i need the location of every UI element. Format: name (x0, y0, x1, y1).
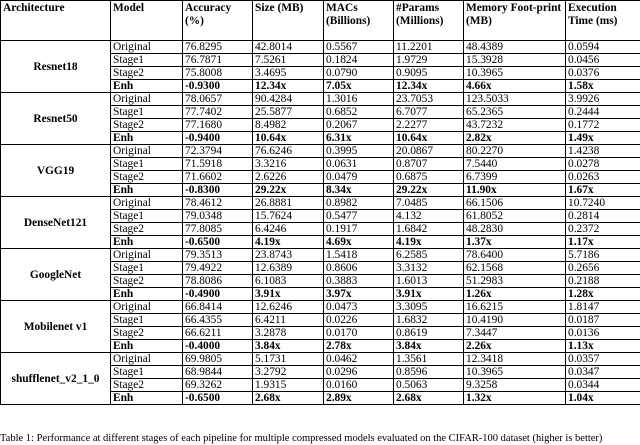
header-memory: Memory Foot-print (MB) (464, 1, 566, 41)
model-cell: Original (111, 249, 183, 262)
memory-cell: 7.5440 (464, 158, 566, 171)
accuracy-cell: 72.3794 (183, 145, 253, 158)
table-caption: Table 1: Performance at different stages of each pipeline for multiple compressed models evaluated on the CIFAR-100 dataset (higher is better) (0, 433, 603, 444)
model-cell: Stage1 (111, 366, 183, 379)
exec-time-cell: 1.4238 (566, 145, 640, 158)
params-cell: 4.19x (394, 236, 464, 249)
size-cell: 12.6389 (253, 262, 324, 275)
exec-time-cell: 0.0136 (566, 327, 640, 340)
memory-cell: 61.8052 (464, 210, 566, 223)
model-cell: Stage2 (111, 119, 183, 132)
model-cell: Stage1 (111, 54, 183, 67)
macs-cell: 0.0170 (324, 327, 394, 340)
macs-cell: 0.0473 (324, 301, 394, 314)
size-cell: 90.4284 (253, 93, 324, 106)
exec-time-cell: 1.28x (566, 288, 640, 301)
macs-cell: 8.34x (324, 184, 394, 197)
accuracy-cell: 77.1680 (183, 119, 253, 132)
memory-cell: 7.3447 (464, 327, 566, 340)
exec-time-cell: 1.04x (566, 392, 640, 405)
table-body (1, 41, 640, 405)
accuracy-cell: 77.7402 (183, 106, 253, 119)
size-cell: 2.68x (253, 392, 324, 405)
accuracy-cell: 78.4612 (183, 197, 253, 210)
params-cell: 2.68x (394, 392, 464, 405)
memory-cell: 10.3965 (464, 67, 566, 80)
memory-cell: 48.2830 (464, 223, 566, 236)
macs-cell: 0.0296 (324, 366, 394, 379)
model-cell: Enh (111, 236, 183, 249)
memory-cell: 80.2270 (464, 145, 566, 158)
accuracy-cell: -0.9400 (183, 132, 253, 145)
memory-cell: 1.26x (464, 288, 566, 301)
size-cell: 3.91x (253, 288, 324, 301)
model-cell: Stage2 (111, 223, 183, 236)
exec-time-cell: 0.2814 (566, 210, 640, 223)
macs-cell: 0.5477 (324, 210, 394, 223)
macs-cell: 2.89x (324, 392, 394, 405)
model-cell: Enh (111, 184, 183, 197)
size-cell: 25.5877 (253, 106, 324, 119)
model-cell: Stage1 (111, 314, 183, 327)
table-row (1, 249, 640, 262)
exec-time-cell: 0.2444 (566, 106, 640, 119)
params-cell: 1.6832 (394, 314, 464, 327)
size-cell: 3.4695 (253, 67, 324, 80)
accuracy-cell: 75.8008 (183, 67, 253, 80)
exec-time-cell: 0.0347 (566, 366, 640, 379)
size-cell: 6.4246 (253, 223, 324, 236)
accuracy-cell: 66.4355 (183, 314, 253, 327)
macs-cell: 0.3995 (324, 145, 394, 158)
exec-time-cell: 0.1772 (566, 119, 640, 132)
params-cell: 10.64x (394, 132, 464, 145)
exec-time-cell: 1.17x (566, 236, 640, 249)
model-cell: Original (111, 145, 183, 158)
memory-cell: 2.26x (464, 340, 566, 353)
accuracy-cell: 78.8086 (183, 275, 253, 288)
macs-cell: 0.0479 (324, 171, 394, 184)
memory-cell: 10.4190 (464, 314, 566, 327)
size-cell: 12.34x (253, 80, 324, 93)
accuracy-cell: 76.7871 (183, 54, 253, 67)
header-exec-time: Execution Time (ms) (566, 1, 640, 41)
exec-time-cell: 0.2372 (566, 223, 640, 236)
size-cell: 26.8881 (253, 197, 324, 210)
memory-cell: 2.82x (464, 132, 566, 145)
macs-cell: 0.8606 (324, 262, 394, 275)
params-cell: 3.3095 (394, 301, 464, 314)
macs-cell: 0.8982 (324, 197, 394, 210)
params-cell: 7.0485 (394, 197, 464, 210)
model-cell: Stage2 (111, 275, 183, 288)
memory-cell: 43.7232 (464, 119, 566, 132)
macs-cell: 0.0790 (324, 67, 394, 80)
exec-time-cell: 3.9926 (566, 93, 640, 106)
accuracy-cell: 69.9805 (183, 353, 253, 366)
model-cell: Stage2 (111, 379, 183, 392)
memory-cell: 4.66x (464, 80, 566, 93)
macs-cell: 0.0226 (324, 314, 394, 327)
params-cell: 6.2585 (394, 249, 464, 262)
memory-cell: 16.6215 (464, 301, 566, 314)
header-accuracy: Accuracy (%) (183, 1, 253, 41)
params-cell: 12.34x (394, 80, 464, 93)
model-cell: Stage2 (111, 327, 183, 340)
params-cell: 29.22x (394, 184, 464, 197)
macs-cell: 0.0462 (324, 353, 394, 366)
model-cell: Original (111, 41, 183, 54)
exec-time-cell: 0.0263 (566, 171, 640, 184)
params-cell: 1.3561 (394, 353, 464, 366)
exec-time-cell: 0.0357 (566, 353, 640, 366)
macs-cell: 0.1824 (324, 54, 394, 67)
memory-cell: 62.1568 (464, 262, 566, 275)
model-cell: Stage1 (111, 158, 183, 171)
table-row (1, 197, 640, 210)
size-cell: 6.4211 (253, 314, 324, 327)
size-cell: 42.8014 (253, 41, 324, 54)
params-cell: 1.6013 (394, 275, 464, 288)
table-row (1, 41, 640, 54)
exec-time-cell: 0.2188 (566, 275, 640, 288)
memory-cell: 65.2365 (464, 106, 566, 119)
accuracy-cell: 79.0348 (183, 210, 253, 223)
size-cell: 29.22x (253, 184, 324, 197)
accuracy-cell: 71.6602 (183, 171, 253, 184)
macs-cell: 0.1917 (324, 223, 394, 236)
size-cell: 2.6226 (253, 171, 324, 184)
accuracy-cell: 66.8414 (183, 301, 253, 314)
architecture-cell: GoogleNet (1, 249, 111, 301)
table-row (1, 301, 640, 314)
architecture-cell: Resnet50 (1, 93, 111, 145)
exec-time-cell: 0.0376 (566, 67, 640, 80)
size-cell: 1.9315 (253, 379, 324, 392)
architecture-cell: DenseNet121 (1, 197, 111, 249)
macs-cell: 2.78x (324, 340, 394, 353)
architecture-cell: shufflenet_v2_1_0 (1, 353, 111, 405)
table-row (1, 93, 640, 106)
params-cell: 3.91x (394, 288, 464, 301)
accuracy-cell: 76.8295 (183, 41, 253, 54)
model-cell: Enh (111, 80, 183, 93)
accuracy-cell: -0.4000 (183, 340, 253, 353)
memory-cell: 10.3965 (464, 366, 566, 379)
params-cell: 0.5063 (394, 379, 464, 392)
exec-time-cell: 10.7240 (566, 197, 640, 210)
exec-time-cell: 0.0278 (566, 158, 640, 171)
model-cell: Stage2 (111, 67, 183, 80)
memory-cell: 51.2983 (464, 275, 566, 288)
memory-cell: 6.7399 (464, 171, 566, 184)
size-cell: 5.1731 (253, 353, 324, 366)
accuracy-cell: -0.8300 (183, 184, 253, 197)
params-cell: 11.2201 (394, 41, 464, 54)
memory-cell: 1.32x (464, 392, 566, 405)
params-cell: 23.7053 (394, 93, 464, 106)
memory-cell: 78.6400 (464, 249, 566, 262)
memory-cell: 12.3418 (464, 353, 566, 366)
size-cell: 6.1083 (253, 275, 324, 288)
macs-cell: 1.3016 (324, 93, 394, 106)
memory-cell: 11.90x (464, 184, 566, 197)
header-model: Model (111, 1, 183, 41)
macs-cell: 3.97x (324, 288, 394, 301)
size-cell: 3.2792 (253, 366, 324, 379)
size-cell: 3.3216 (253, 158, 324, 171)
params-cell: 1.9729 (394, 54, 464, 67)
size-cell: 7.5261 (253, 54, 324, 67)
model-cell: Original (111, 197, 183, 210)
exec-time-cell: 0.0594 (566, 41, 640, 54)
header-size: Size (MB) (253, 1, 324, 41)
exec-time-cell: 0.0344 (566, 379, 640, 392)
macs-cell: 0.5567 (324, 41, 394, 54)
accuracy-cell: 68.9844 (183, 366, 253, 379)
accuracy-cell: 71.5918 (183, 158, 253, 171)
size-cell: 76.6246 (253, 145, 324, 158)
params-cell: 0.9095 (394, 67, 464, 80)
model-cell: Stage1 (111, 210, 183, 223)
architecture-cell: Mobilenet v1 (1, 301, 111, 353)
model-cell: Stage1 (111, 106, 183, 119)
size-cell: 3.2878 (253, 327, 324, 340)
size-cell: 10.64x (253, 132, 324, 145)
params-cell: 4.132 (394, 210, 464, 223)
macs-cell: 0.3883 (324, 275, 394, 288)
exec-time-cell: 0.0187 (566, 314, 640, 327)
accuracy-cell: 77.8085 (183, 223, 253, 236)
memory-cell: 66.1506 (464, 197, 566, 210)
macs-cell: 6.31x (324, 132, 394, 145)
accuracy-cell: -0.6500 (183, 392, 253, 405)
accuracy-cell: -0.6500 (183, 236, 253, 249)
model-cell: Stage2 (111, 171, 183, 184)
exec-time-cell: 5.7186 (566, 249, 640, 262)
accuracy-cell: -0.9300 (183, 80, 253, 93)
accuracy-cell: 79.3513 (183, 249, 253, 262)
architecture-cell: VGG19 (1, 145, 111, 197)
macs-cell: 1.5418 (324, 249, 394, 262)
model-cell: Enh (111, 132, 183, 145)
exec-time-cell: 1.58x (566, 80, 640, 93)
size-cell: 15.7624 (253, 210, 324, 223)
header-row (1, 1, 640, 41)
exec-time-cell: 1.8147 (566, 301, 640, 314)
model-cell: Stage1 (111, 262, 183, 275)
size-cell: 3.84x (253, 340, 324, 353)
exec-time-cell: 0.2656 (566, 262, 640, 275)
params-cell: 6.7077 (394, 106, 464, 119)
accuracy-cell: 78.0657 (183, 93, 253, 106)
memory-cell: 48.4389 (464, 41, 566, 54)
size-cell: 12.6246 (253, 301, 324, 314)
table-row (1, 353, 640, 366)
model-cell: Original (111, 353, 183, 366)
macs-cell: 0.0160 (324, 379, 394, 392)
accuracy-cell: -0.4900 (183, 288, 253, 301)
size-cell: 23.8743 (253, 249, 324, 262)
model-cell: Original (111, 93, 183, 106)
params-cell: 20.0867 (394, 145, 464, 158)
accuracy-cell: 69.3262 (183, 379, 253, 392)
size-cell: 8.4982 (253, 119, 324, 132)
params-cell: 3.3132 (394, 262, 464, 275)
macs-cell: 0.2067 (324, 119, 394, 132)
exec-time-cell: 1.67x (566, 184, 640, 197)
exec-time-cell: 0.0456 (566, 54, 640, 67)
macs-cell: 4.69x (324, 236, 394, 249)
accuracy-cell: 79.4922 (183, 262, 253, 275)
table-row (1, 145, 640, 158)
memory-cell: 1.37x (464, 236, 566, 249)
macs-cell: 0.0631 (324, 158, 394, 171)
memory-cell: 9.3258 (464, 379, 566, 392)
architecture-cell: Resnet18 (1, 41, 111, 93)
params-cell: 2.2277 (394, 119, 464, 132)
accuracy-cell: 66.6211 (183, 327, 253, 340)
model-cell: Original (111, 301, 183, 314)
model-cell: Enh (111, 340, 183, 353)
model-cell: Enh (111, 288, 183, 301)
exec-time-cell: 1.49x (566, 132, 640, 145)
params-cell: 0.8619 (394, 327, 464, 340)
params-cell: 3.84x (394, 340, 464, 353)
header-architecture: Architecture (1, 1, 111, 41)
params-cell: 0.8596 (394, 366, 464, 379)
exec-time-cell: 1.13x (566, 340, 640, 353)
memory-cell: 123.5033 (464, 93, 566, 106)
model-cell: Enh (111, 392, 183, 405)
params-cell: 0.6875 (394, 171, 464, 184)
memory-cell: 15.3928 (464, 54, 566, 67)
macs-cell: 7.05x (324, 80, 394, 93)
header-macs: MACs (Billions) (324, 1, 394, 41)
size-cell: 4.19x (253, 236, 324, 249)
macs-cell: 0.6852 (324, 106, 394, 119)
header-params: #Params (Millions) (394, 1, 464, 41)
params-cell: 1.6842 (394, 223, 464, 236)
params-cell: 0.8707 (394, 158, 464, 171)
